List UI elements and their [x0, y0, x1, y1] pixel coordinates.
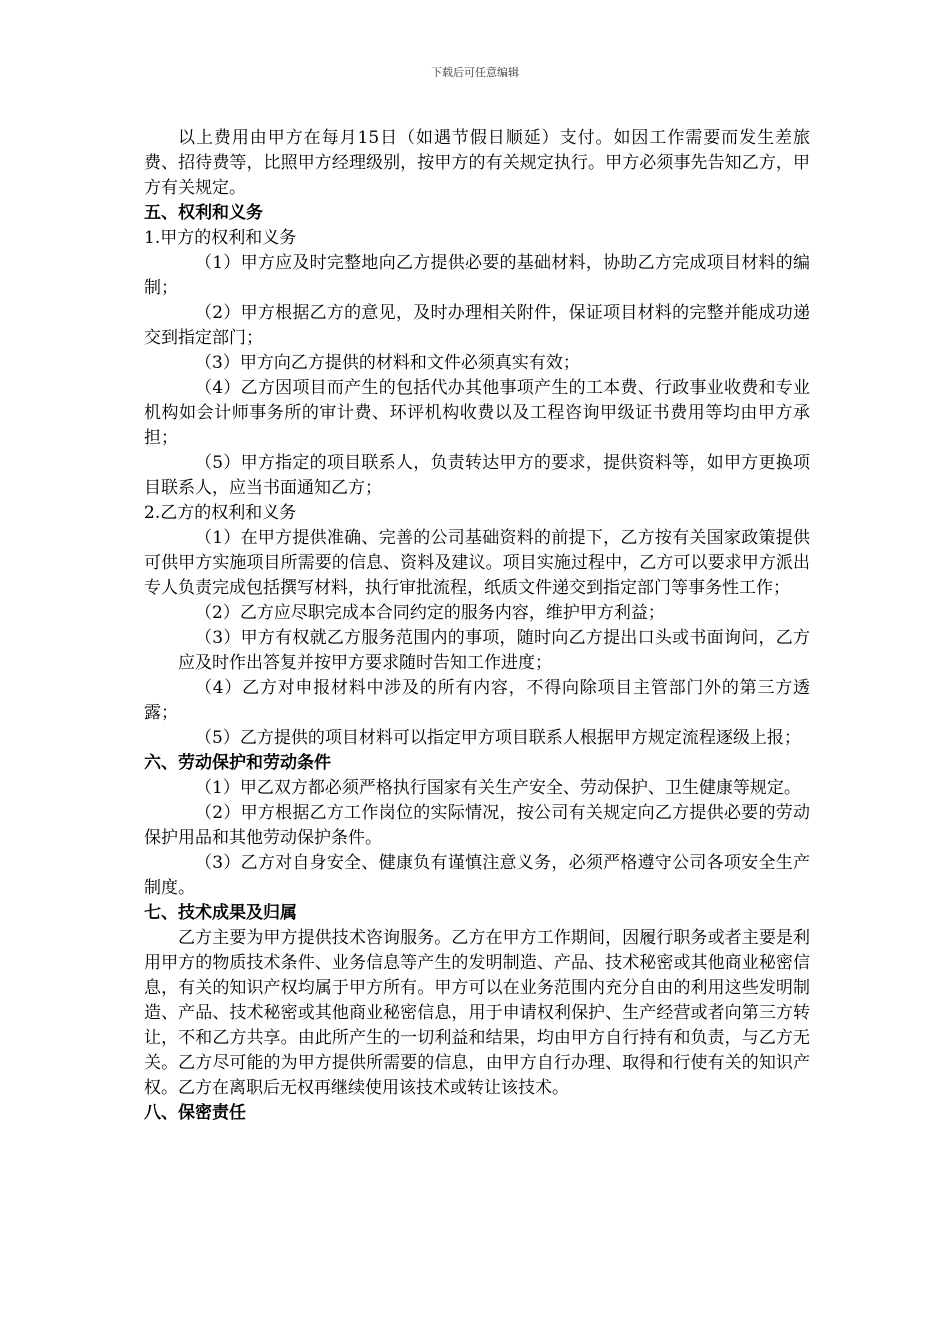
clause-labor-1: （1）甲乙双方都必须严格执行国家有关生产安全、劳动保护、卫生健康等规定。 — [195, 778, 801, 798]
clause-labor-2: （2）甲方根据乙方工作岗位的实际情况，按公司有关规定向乙方提供必要的劳动保护用品和其他劳动保护条件。 — [144, 803, 810, 848]
section-heading-tech: 七、技术成果及归属 — [144, 903, 297, 923]
clause-labor-3: （3）乙方对自身安全、健康负有谨慎注意义务，必须严格遵守公司各项安全生产制度。 — [144, 853, 810, 898]
section-heading-labor: 六、劳动保护和劳动条件 — [144, 753, 331, 773]
page-header-note: 下载后可任意编辑 — [431, 66, 519, 79]
document-body — [144, 126, 810, 1126]
subsection-party-b: 2.乙方的权利和义务 — [144, 503, 297, 523]
clause-b-1: （1）在甲方提供准确、完善的公司基础资料的前提下，乙方按有关国家政策提供可供甲方实施项目所需要的信息、资料及建议。项目实施过程中，乙方可以要求甲方派出专人负责完成包括撰写材料，执行审批流程，纸质文件递交到指定部门等事务性工作； — [144, 528, 810, 598]
clause-b-3: （3）甲方有权就乙方服务范围内的事项，随时向乙方提出口头或书面询问，乙方应及时作出答复并按甲方要求随时告知工作进度； — [178, 628, 810, 673]
clause-b-5: （5）乙方提供的项目材料可以指定甲方项目联系人根据甲方规定流程逐级上报； — [195, 728, 801, 748]
clause-b-2: （2）乙方应尽职完成本合同约定的服务内容，维护甲方利益； — [195, 603, 665, 623]
clause-a-1: （1）甲方应及时完整地向乙方提供必要的基础材料，协助乙方完成项目材料的编制； — [144, 253, 810, 298]
clause-a-3: （3）甲方向乙方提供的材料和文件必须真实有效； — [195, 353, 580, 373]
subsection-party-a: 1.甲方的权利和义务 — [144, 228, 297, 248]
clause-a-4: （4）乙方因项目而产生的包括代办其他事项产生的工本费、行政事业收费和专业机构如会计师事务所的审计费、环评机构收费以及工程咨询甲级证书费用等均由甲方承担； — [144, 378, 810, 448]
paragraph-tech-ownership: 乙方主要为甲方提供技术咨询服务。乙方在甲方工作期间，因履行职务或者主要是利用甲方的物质技术条件、业务信息等产生的发明制造、产品、技术秘密或其他商业秘密信息，有关的知识产权均属于甲方所有。甲方可以在业务范围内充分自由的利用这些发明制造、产品、技术秘密或其他商业秘密信息，用于申请权利保护、生产经营或者向第三方转让，不和乙方共享。由此所产生的一切利益和结果，均由甲方自行持有和负责，与乙方无关。乙方尽可能的为甲方提供所需要的信息，由甲方自行办理、取得和行使有关的知识产权。乙方在离职后无权再继续使用该技术或转让该技术。 — [144, 928, 810, 1098]
clause-b-4: （4）乙方对申报材料中涉及的所有内容，不得向除项目主管部门外的第三方透露； — [144, 678, 810, 723]
section-heading-confidentiality: 八、保密责任 — [144, 1103, 246, 1123]
clause-a-2: （2）甲方根据乙方的意见，及时办理相关附件，保证项目材料的完整并能成功递交到指定部门； — [144, 303, 810, 348]
clause-a-5: （5）甲方指定的项目联系人，负责转达甲方的要求，提供资料等，如甲方更换项目联系人，应当书面通知乙方； — [144, 453, 810, 498]
section-heading-rights: 五、权利和义务 — [144, 203, 263, 223]
paragraph-fee-payment: 以上费用由甲方在每月15日（如遇节假日顺延）支付。如因工作需要而发生差旅费、招待费等，比照甲方经理级别，按甲方的有关规定执行。甲方必须事先告知乙方，甲方有关规定。 — [144, 128, 810, 198]
